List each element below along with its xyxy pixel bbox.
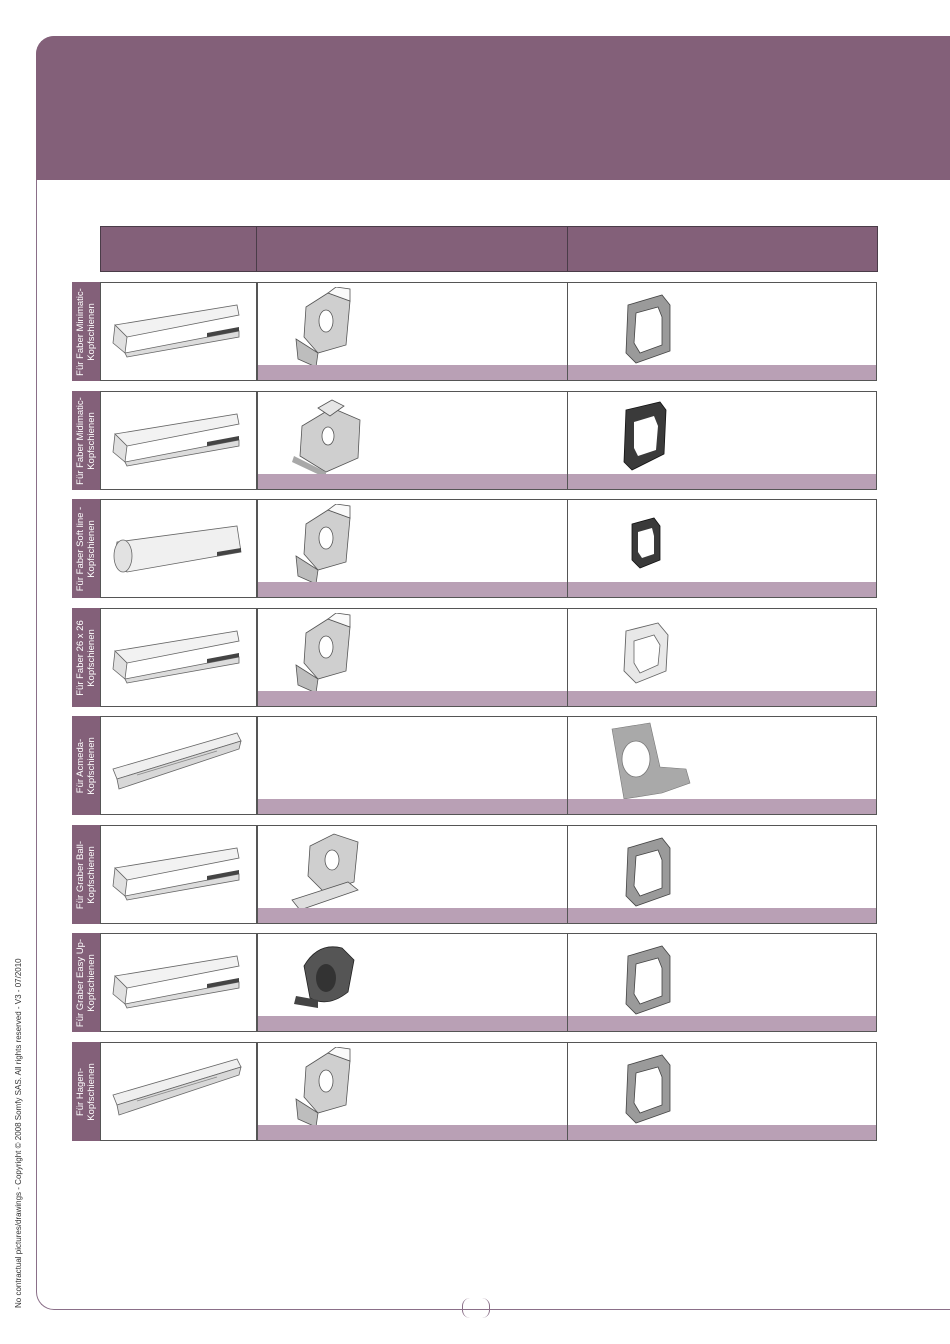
part-a-strip [258, 1016, 567, 1031]
row-label [72, 825, 100, 924]
part-b-strip [568, 474, 876, 489]
table-row [72, 499, 877, 598]
part-a-strip [258, 582, 567, 597]
part-a-strip [258, 691, 567, 706]
part-b-strip [568, 691, 876, 706]
part-a-strip [258, 908, 567, 923]
part-a-strip [258, 365, 567, 380]
part-a-cell [257, 825, 568, 924]
rail-cell [100, 716, 257, 815]
row-label [72, 499, 100, 598]
table-row [72, 282, 877, 381]
table-header-part-a [256, 226, 568, 272]
part-b-cell [567, 716, 877, 815]
row-label-text: Für Faber Midimatic-Kopfschienen [75, 397, 97, 485]
rail-cell [100, 1042, 257, 1141]
rail-cell [100, 391, 257, 490]
row-label-text: Für Graber Easy Up-Kopfschienen [75, 938, 97, 1028]
part-b-cell [567, 391, 877, 490]
rail-cell [100, 282, 257, 381]
part-a-cell [257, 1042, 568, 1141]
rail-cell [100, 933, 257, 1032]
row-label [72, 282, 100, 381]
part-b-cell [567, 608, 877, 707]
rail-cell [100, 825, 257, 924]
row-label [72, 391, 100, 490]
part-a-cell [257, 499, 568, 598]
copyright-text: No contractual pictures/drawings - Copyright © 2008 Somfy SAS. All rights reserved - V3 - 07/2010 [14, 958, 23, 1308]
rail-cell [100, 608, 257, 707]
row-label [72, 716, 100, 815]
row-label-text: Für Acmeda-Kopfschienen [75, 737, 97, 795]
part-b-strip [568, 1016, 876, 1031]
rail-cell [100, 499, 257, 598]
part-b-strip [568, 908, 876, 923]
part-a-strip [258, 1125, 567, 1140]
row-label-text: Für Faber 26 x 26 Kopfschienen [75, 620, 97, 696]
part-a-cell [257, 391, 568, 490]
part-a-cell [257, 716, 568, 815]
part-b-strip [568, 799, 876, 814]
header-banner [36, 36, 950, 180]
part-a-strip [258, 474, 567, 489]
part-a-cell [257, 282, 568, 381]
row-label-text: Für Graber Ball-Kopfschienen [75, 840, 97, 910]
part-b-cell [567, 933, 877, 1032]
part-b-cell [567, 825, 877, 924]
row-label [72, 1042, 100, 1141]
page-number-mark [462, 1298, 490, 1318]
part-b-strip [568, 365, 876, 380]
row-label-text: Für Faber Minimatic-Kopfschienen [75, 288, 97, 376]
part-a-cell [257, 608, 568, 707]
table-row [72, 825, 877, 924]
table-row [72, 608, 877, 707]
part-b-strip [568, 582, 876, 597]
part-b-cell [567, 499, 877, 598]
table-row [72, 391, 877, 490]
table-header-rail [100, 226, 257, 272]
row-label [72, 608, 100, 707]
part-a-strip [258, 799, 567, 814]
part-a-cell [257, 933, 568, 1032]
table-header-part-b [567, 226, 878, 272]
part-b-cell [567, 282, 877, 381]
row-label-text: Für Hagen-Kopfschienen [75, 1063, 97, 1121]
table-row [72, 716, 877, 815]
table-row [72, 933, 877, 1032]
row-label-text: Für Faber Soft line -Kopfschienen [75, 506, 97, 592]
table-row [72, 1042, 877, 1141]
part-b-cell [567, 1042, 877, 1141]
part-b-strip [568, 1125, 876, 1140]
row-label [72, 933, 100, 1032]
